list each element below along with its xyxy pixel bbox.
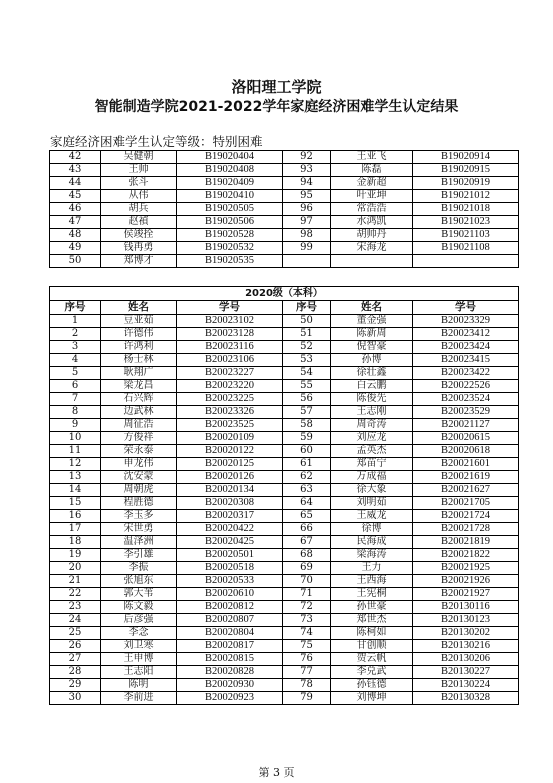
name-cell: 张旭东	[101, 575, 177, 588]
name-cell: 徐博	[331, 523, 413, 536]
student-id-cell: B20020610	[177, 588, 283, 601]
serial-cell: 23	[50, 601, 101, 614]
name-cell	[331, 255, 413, 268]
serial-cell: 59	[283, 432, 331, 445]
name-cell: 石兴辉	[101, 393, 177, 406]
name-cell: 周奇涛	[331, 419, 413, 432]
name-cell: 周征浩	[101, 419, 177, 432]
student-id-cell: B20020615	[413, 432, 519, 445]
name-cell: 孙博	[331, 354, 413, 367]
table-row	[50, 679, 519, 692]
grade-header: 2020级（本科）	[50, 287, 519, 301]
table-row	[50, 406, 519, 419]
column-header: 序号	[283, 301, 331, 315]
student-id-cell: B20023422	[413, 367, 519, 380]
student-id-cell: B20021822	[413, 549, 519, 562]
name-cell: 宋海龙	[331, 242, 413, 255]
table-row	[50, 432, 519, 445]
serial-cell: 8	[50, 406, 101, 419]
table-row	[50, 510, 519, 523]
student-id-cell: B20020501	[177, 549, 283, 562]
name-cell: 李引雄	[101, 549, 177, 562]
serial-cell: 54	[283, 367, 331, 380]
table-row	[50, 164, 519, 177]
student-id-cell: B20020804	[177, 627, 283, 640]
serial-cell: 9	[50, 419, 101, 432]
student-id-cell: B20130328	[413, 692, 519, 705]
table-row	[50, 653, 519, 666]
name-cell: 方俊祥	[101, 432, 177, 445]
name-cell: 孟英杰	[331, 445, 413, 458]
serial-cell: 99	[283, 242, 331, 255]
table-row	[50, 393, 519, 406]
name-cell: 荣永泰	[101, 445, 177, 458]
column-header: 学号	[413, 301, 519, 315]
name-cell: 白云鹏	[331, 380, 413, 393]
serial-cell: 76	[283, 653, 331, 666]
serial-cell: 20	[50, 562, 101, 575]
table-row	[50, 419, 519, 432]
serial-cell: 60	[283, 445, 331, 458]
serial-cell: 27	[50, 653, 101, 666]
name-cell: 郑苗宁	[331, 458, 413, 471]
student-id-cell: B20020828	[177, 666, 283, 679]
student-id-cell: B20020109	[177, 432, 283, 445]
difficulty-level-label: 家庭经济困难学生认定等级：特别困难	[50, 134, 263, 149]
table-row	[50, 203, 519, 216]
serial-cell: 63	[283, 484, 331, 497]
student-id-cell: B20021705	[413, 497, 519, 510]
name-cell: 周朝虎	[101, 484, 177, 497]
serial-cell: 30	[50, 692, 101, 705]
name-cell: 倪智豪	[331, 341, 413, 354]
student-id-cell: B20020422	[177, 523, 283, 536]
serial-cell: 18	[50, 536, 101, 549]
serial-cell: 10	[50, 432, 101, 445]
name-cell: 陈明	[101, 679, 177, 692]
serial-cell: 96	[283, 203, 331, 216]
table-header-row	[50, 301, 519, 315]
name-cell: 梁海涛	[331, 549, 413, 562]
table-row	[50, 315, 519, 328]
table-row	[50, 367, 519, 380]
student-id-cell: B20021927	[413, 588, 519, 601]
name-cell: 刘明茹	[331, 497, 413, 510]
student-id-cell: B19020919	[413, 177, 519, 190]
serial-cell: 71	[283, 588, 331, 601]
name-cell: 刘博坤	[331, 692, 413, 705]
name-cell: 陈文毅	[101, 601, 177, 614]
serial-cell: 61	[283, 458, 331, 471]
student-id-cell: B20021627	[413, 484, 519, 497]
table-row	[50, 614, 519, 627]
serial-cell: 68	[283, 549, 331, 562]
serial-cell: 70	[283, 575, 331, 588]
student-id-cell: B20023326	[177, 406, 283, 419]
serial-cell: 6	[50, 380, 101, 393]
serial-cell: 24	[50, 614, 101, 627]
student-id-cell: B19020505	[177, 203, 283, 216]
serial-cell: 3	[50, 341, 101, 354]
student-id-cell: B19021103	[413, 229, 519, 242]
student-id-cell: B20021601	[413, 458, 519, 471]
student-id-cell: B20023424	[413, 341, 519, 354]
student-id-cell: B20020125	[177, 458, 283, 471]
name-cell: 胡兵	[101, 203, 177, 216]
serial-cell: 53	[283, 354, 331, 367]
name-cell: 徐大象	[331, 484, 413, 497]
student-id-cell: B19020914	[413, 151, 519, 164]
student-id-cell: B20020930	[177, 679, 283, 692]
table-row	[50, 151, 519, 164]
serial-cell: 52	[283, 341, 331, 354]
table-row	[50, 445, 519, 458]
table-2019-continued	[49, 150, 519, 268]
name-cell: 孙钰德	[331, 679, 413, 692]
student-id-cell: B20020533	[177, 575, 283, 588]
serial-cell: 14	[50, 484, 101, 497]
serial-cell: 46	[50, 203, 101, 216]
serial-cell: 28	[50, 666, 101, 679]
column-header: 姓名	[331, 301, 413, 315]
page-number: 第 3 页	[258, 766, 295, 779]
name-cell: 梁龙昌	[101, 380, 177, 393]
student-id-cell: B19020404	[177, 151, 283, 164]
serial-cell: 67	[283, 536, 331, 549]
student-id-cell: B20130206	[413, 653, 519, 666]
student-id-cell: B20022526	[413, 380, 519, 393]
serial-cell: 69	[283, 562, 331, 575]
serial-cell: 77	[283, 666, 331, 679]
student-id-cell: B20021819	[413, 536, 519, 549]
table-row	[50, 523, 519, 536]
school-title: 洛阳理工学院	[231, 78, 322, 96]
serial-cell: 12	[50, 458, 101, 471]
student-id-cell: B20023525	[177, 419, 283, 432]
serial-cell: 92	[283, 151, 331, 164]
student-id-cell: B20020126	[177, 471, 283, 484]
name-cell: 王力	[331, 562, 413, 575]
serial-cell: 78	[283, 679, 331, 692]
serial-cell: 44	[50, 177, 101, 190]
table-row	[50, 229, 519, 242]
table-row	[50, 536, 519, 549]
name-cell: 吴健朝	[101, 151, 177, 164]
table-row	[50, 601, 519, 614]
student-id-cell: B19021108	[413, 242, 519, 255]
student-id-cell: B20020425	[177, 536, 283, 549]
serial-cell: 45	[50, 190, 101, 203]
serial-cell: 93	[283, 164, 331, 177]
serial-cell: 13	[50, 471, 101, 484]
serial-cell: 95	[283, 190, 331, 203]
student-id-cell: B20130123	[413, 614, 519, 627]
student-id-cell: B20020134	[177, 484, 283, 497]
name-cell: 王志阳	[101, 666, 177, 679]
student-id-cell: B20021619	[413, 471, 519, 484]
serial-cell: 5	[50, 367, 101, 380]
name-cell: 陈磊	[331, 164, 413, 177]
student-id-cell: B19021018	[413, 203, 519, 216]
serial-cell: 50	[283, 315, 331, 328]
serial-cell: 64	[283, 497, 331, 510]
serial-cell: 21	[50, 575, 101, 588]
student-id-cell: B20023415	[413, 354, 519, 367]
name-cell: 李玉多	[101, 510, 177, 523]
student-id-cell: B20020815	[177, 653, 283, 666]
serial-cell: 19	[50, 549, 101, 562]
table-row	[50, 471, 519, 484]
name-cell: 许德伟	[101, 328, 177, 341]
table-row	[50, 177, 519, 190]
student-id-cell: B20023529	[413, 406, 519, 419]
name-cell: 李振	[101, 562, 177, 575]
serial-cell: 16	[50, 510, 101, 523]
student-id-cell: B19020535	[177, 255, 283, 268]
student-id-cell: B20023225	[177, 393, 283, 406]
serial-cell: 79	[283, 692, 331, 705]
name-cell: 常浩浩	[331, 203, 413, 216]
name-cell: 金新超	[331, 177, 413, 190]
student-id-cell: B19020532	[177, 242, 283, 255]
name-cell: 王威龙	[331, 510, 413, 523]
serial-cell: 74	[283, 627, 331, 640]
name-cell: 郑博才	[101, 255, 177, 268]
student-id-cell: B20021925	[413, 562, 519, 575]
name-cell: 王宪桐	[331, 588, 413, 601]
student-id-cell: B20023329	[413, 315, 519, 328]
student-id-cell: B20023227	[177, 367, 283, 380]
student-id-cell: B20023116	[177, 341, 283, 354]
student-id-cell: B20023106	[177, 354, 283, 367]
table-row	[50, 484, 519, 497]
name-cell: 万成福	[331, 471, 413, 484]
serial-cell	[283, 255, 331, 268]
student-id-cell: B20023128	[177, 328, 283, 341]
table-row	[50, 242, 519, 255]
name-cell: 钱再勇	[101, 242, 177, 255]
serial-cell: 26	[50, 640, 101, 653]
student-id-cell: B19020410	[177, 190, 283, 203]
table-row	[50, 255, 519, 268]
name-cell: 王西海	[331, 575, 413, 588]
name-cell: 郭大苇	[101, 588, 177, 601]
table-row	[50, 640, 519, 653]
table-row	[50, 216, 519, 229]
student-id-cell: B20020923	[177, 692, 283, 705]
name-cell: 王申博	[101, 653, 177, 666]
serial-cell: 2	[50, 328, 101, 341]
student-id-cell: B19020409	[177, 177, 283, 190]
name-cell: 王志刚	[331, 406, 413, 419]
name-cell: 豆亚茹	[101, 315, 177, 328]
student-id-cell: B19021012	[413, 190, 519, 203]
table-row	[50, 354, 519, 367]
name-cell: 李念	[101, 627, 177, 640]
name-cell: 民海成	[331, 536, 413, 549]
student-id-cell: B20023220	[177, 380, 283, 393]
name-cell: 甘创顺	[331, 640, 413, 653]
student-id-cell: B19020528	[177, 229, 283, 242]
name-cell: 从伟	[101, 190, 177, 203]
table-row	[50, 341, 519, 354]
student-id-cell: B19020408	[177, 164, 283, 177]
column-header: 序号	[50, 301, 101, 315]
table-row	[50, 497, 519, 510]
table-row	[50, 380, 519, 393]
student-id-cell: B20130227	[413, 666, 519, 679]
student-id-cell: B20130224	[413, 679, 519, 692]
table-row	[50, 575, 519, 588]
student-id-cell: B20020518	[177, 562, 283, 575]
serial-cell: 98	[283, 229, 331, 242]
name-cell: 许鸿利	[101, 341, 177, 354]
name-cell: 刘卫寒	[101, 640, 177, 653]
student-id-cell: B20023102	[177, 315, 283, 328]
serial-cell: 49	[50, 242, 101, 255]
student-id-cell: B20130202	[413, 627, 519, 640]
serial-cell: 51	[283, 328, 331, 341]
name-cell: 徐壮鑫	[331, 367, 413, 380]
student-id-cell: B20021127	[413, 419, 519, 432]
serial-cell: 48	[50, 229, 101, 242]
student-id-cell: B20130116	[413, 601, 519, 614]
serial-cell: 11	[50, 445, 101, 458]
name-cell: 董金强	[331, 315, 413, 328]
name-cell: 胡帅丹	[331, 229, 413, 242]
name-cell: 孙世豪	[331, 601, 413, 614]
name-cell: 后彦强	[101, 614, 177, 627]
name-cell: 陈新周	[331, 328, 413, 341]
serial-cell: 7	[50, 393, 101, 406]
serial-cell: 50	[50, 255, 101, 268]
serial-cell: 72	[283, 601, 331, 614]
name-cell: 赵禎	[101, 216, 177, 229]
serial-cell: 17	[50, 523, 101, 536]
serial-cell: 15	[50, 497, 101, 510]
name-cell: 郑世杰	[331, 614, 413, 627]
serial-cell: 75	[283, 640, 331, 653]
serial-cell: 25	[50, 627, 101, 640]
student-id-cell: B20020317	[177, 510, 283, 523]
name-cell: 宋世勇	[101, 523, 177, 536]
serial-cell: 57	[283, 406, 331, 419]
student-id-cell: B20021728	[413, 523, 519, 536]
name-cell: 沈安蒙	[101, 471, 177, 484]
student-id-cell: B20020817	[177, 640, 283, 653]
serial-cell: 47	[50, 216, 101, 229]
table-2020-undergraduate	[49, 286, 519, 705]
name-cell: 刘应龙	[331, 432, 413, 445]
student-id-cell: B20023524	[413, 393, 519, 406]
student-id-cell: B20020618	[413, 445, 519, 458]
student-id-cell: B20021724	[413, 510, 519, 523]
table-row	[50, 692, 519, 705]
serial-cell: 22	[50, 588, 101, 601]
serial-cell: 58	[283, 419, 331, 432]
name-cell: 张斗	[101, 177, 177, 190]
table-row	[50, 627, 519, 640]
serial-cell: 73	[283, 614, 331, 627]
name-cell: 边武林	[101, 406, 177, 419]
table-row	[50, 190, 519, 203]
table-row	[50, 666, 519, 679]
student-id-cell: B19020915	[413, 164, 519, 177]
name-cell: 李兑武	[331, 666, 413, 679]
name-cell: 李前进	[101, 692, 177, 705]
name-cell: 王亚飞	[331, 151, 413, 164]
student-id-cell: B20020807	[177, 614, 283, 627]
serial-cell: 65	[283, 510, 331, 523]
table-row	[50, 588, 519, 601]
name-cell: 耿翔广	[101, 367, 177, 380]
student-id-cell: B20020122	[177, 445, 283, 458]
student-id-cell: B20021926	[413, 575, 519, 588]
name-cell: 叶亚坤	[331, 190, 413, 203]
serial-cell: 62	[283, 471, 331, 484]
serial-cell: 55	[283, 380, 331, 393]
name-cell: 侯竣拴	[101, 229, 177, 242]
table-row	[50, 549, 519, 562]
column-header: 姓名	[101, 301, 177, 315]
student-id-cell: B20023412	[413, 328, 519, 341]
serial-cell: 1	[50, 315, 101, 328]
name-cell: 水鸿凯	[331, 216, 413, 229]
name-cell: 申龙伟	[101, 458, 177, 471]
serial-cell: 43	[50, 164, 101, 177]
student-id-cell: B20130216	[413, 640, 519, 653]
student-id-cell: B19020506	[177, 216, 283, 229]
serial-cell: 4	[50, 354, 101, 367]
serial-cell: 56	[283, 393, 331, 406]
serial-cell: 29	[50, 679, 101, 692]
table-row	[50, 328, 519, 341]
student-id-cell: B20020812	[177, 601, 283, 614]
student-id-cell	[413, 255, 519, 268]
name-cell: 杨士林	[101, 354, 177, 367]
name-cell: 程胜德	[101, 497, 177, 510]
serial-cell: 97	[283, 216, 331, 229]
serial-cell: 66	[283, 523, 331, 536]
student-id-cell: B20020308	[177, 497, 283, 510]
table-row	[50, 562, 519, 575]
name-cell: 陈俊先	[331, 393, 413, 406]
name-cell: 温泽洲	[101, 536, 177, 549]
serial-cell: 94	[283, 177, 331, 190]
serial-cell: 42	[50, 151, 101, 164]
name-cell: 陈柯如	[331, 627, 413, 640]
document-title: 智能制造学院2021-2022学年家庭经济困难学生认定结果	[94, 99, 459, 115]
name-cell: 贺云帆	[331, 653, 413, 666]
name-cell: 王帅	[101, 164, 177, 177]
column-header: 学号	[177, 301, 283, 315]
table-row	[50, 458, 519, 471]
student-id-cell: B19021023	[413, 216, 519, 229]
